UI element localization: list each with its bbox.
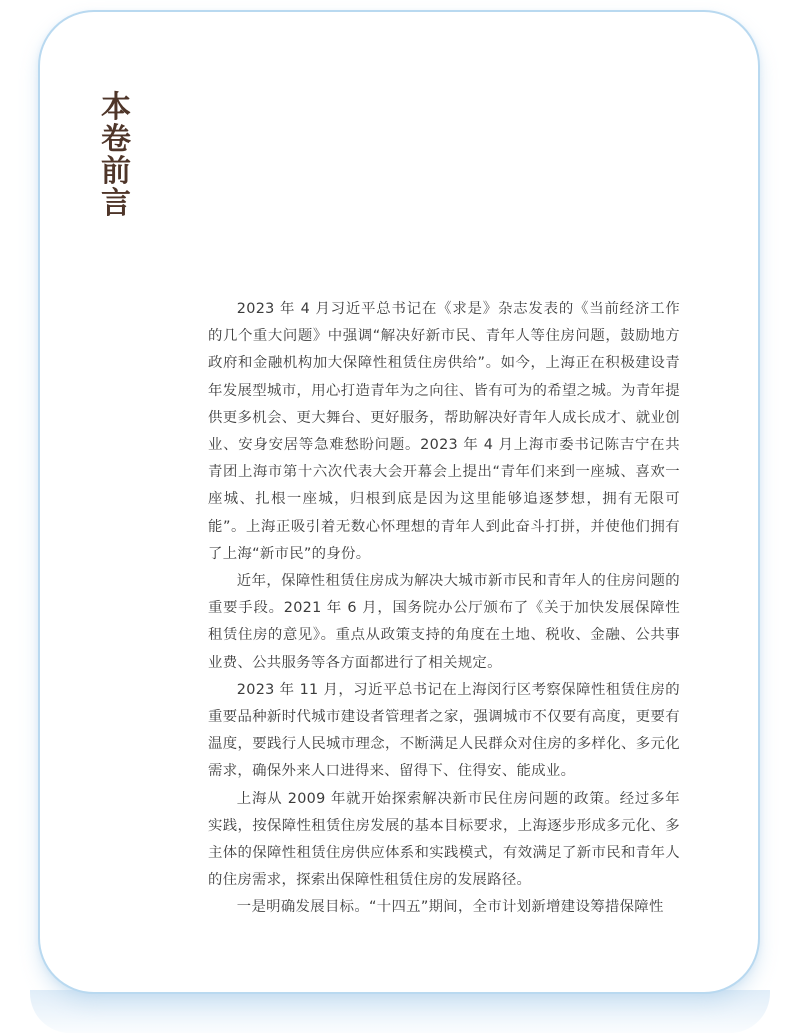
paragraph: 一是明确发展目标。“十四五”期间，全市计划新增建设筹措保障性 [236, 899, 664, 916]
title-char: 言 [101, 186, 131, 221]
body-text [208, 296, 680, 922]
paragraph: 近年，保障性租赁住房成为解决大城市新市民和青年人的住房问题的重要手段。2021 年 6 月，国务院办公厅颁布了《关于加快发展保障性租赁住房的意见》。重点从政策支持的角度在土地、税收、金融、公共事业费、公共服务等各方面都进行了相关规定。 [208, 573, 680, 671]
card-bottom-glow [30, 990, 770, 1033]
paragraph: 2023 年 4 月习近平总书记在《求是》杂志发表的《当前经济工作的几个重大问题》中强调“解决好新市民、青年人等住房问题，鼓励地方政府和金融机构加大保障性租赁住房供给”。如今，上海正在积极建设青年发展型城市，用心打造青年为之向往、皆有可为的希望之城。为青年提供更多机会、更大舞台、更好服务，帮助解决好青年人成长成才、就业创业、安身安居等急难愁盼问题。2023 年 4 月上海市委书记陈吉宁在共青团上海市第十六次代表大会开幕会上提出“青年们来到一座城、喜欢一座城、扎根一座城，归根到底是因为这里能够追逐梦想，拥有无限可能”。上海正吸引着无数心怀理想的青年人到此奋斗打拼，并使他们拥有了上海“新市民”的身份。 [208, 301, 680, 562]
vertical-title [96, 92, 136, 220]
title-char: 卷 [101, 122, 131, 157]
title-char: 前 [101, 154, 131, 189]
paragraph: 2023 年 11 月，习近平总书记在上海闵行区考察保障性租赁住房的重要品种新时代城市建设者管理者之家，强调城市不仅要有高度，更要有温度，要践行人民城市理念，不断满足人民群众对住房的多样化、多元化需求，确保外来人口进得来、留得下、住得安、能成业。 [208, 681, 680, 780]
title-char: 本 [101, 90, 131, 125]
paragraph: 上海从 2009 年就开始探索解决新市民住房问题的政策。经过多年实践，按保障性租赁住房发展的基本目标要求，上海逐步形成多元化、多主体的保障性租赁住房供应体系和实践模式，有效满足了新市民和青年人的住房需求，探索出保障性租赁住房的发展路径。 [208, 790, 680, 889]
